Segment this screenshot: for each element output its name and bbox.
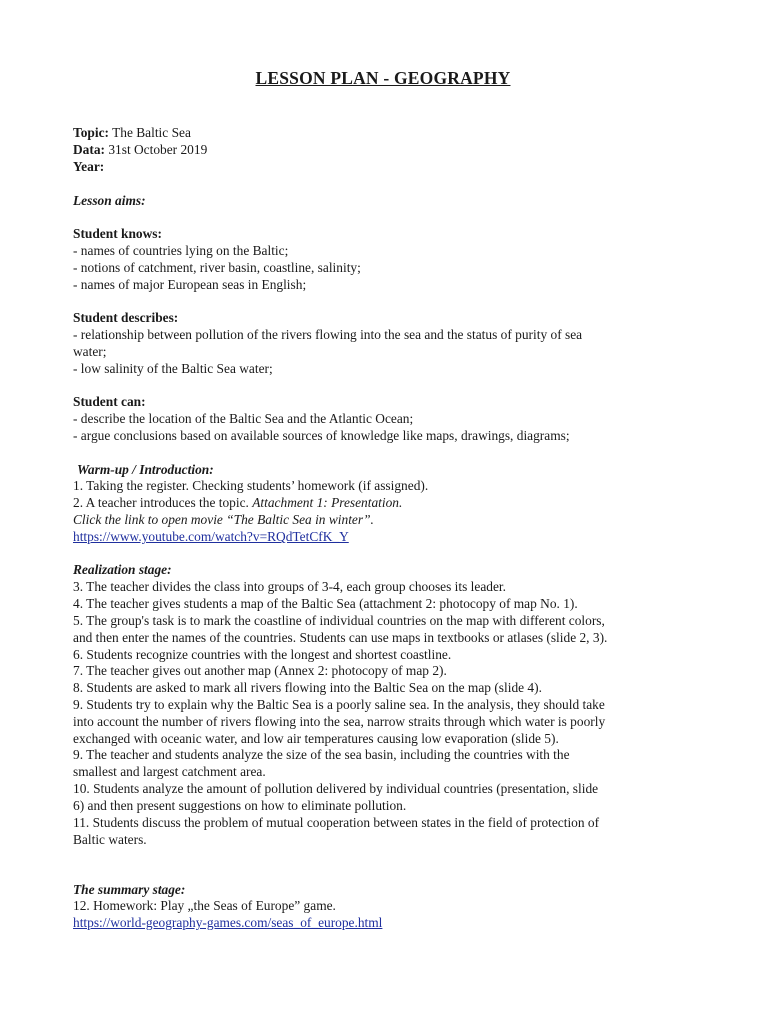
youtube-link[interactable]: https://www.youtube.com/watch?v=RQdTetCfK_Y <box>73 529 349 544</box>
lesson-aims-heading: Lesson aims: <box>73 193 146 208</box>
date-value: 31st October 2019 <box>108 142 208 157</box>
list-item: - describe the location of the Baltic Sea and the Atlantic Ocean; <box>73 411 414 426</box>
page-title: LESSON PLAN - GEOGRAPHY <box>255 68 511 88</box>
realization-line: 8. Students are asked to mark all rivers flowing into the Baltic Sea on the map (slide 4). <box>73 680 542 695</box>
realization-line: 7. The teacher gives out another map (Annex 2: photocopy of map 2). <box>73 663 447 678</box>
homework-item: 12. Homework: Play „the Seas of Europe” game. <box>73 898 336 913</box>
topic-value: The Baltic Sea <box>112 125 191 140</box>
date-line <box>73 141 207 158</box>
warmup-heading: Warm-up / Introduction: <box>77 462 214 477</box>
realization-line: 5. The group's task is to mark the coastline of individual countries on the map with different colors, <box>73 613 605 628</box>
warmup-item-2-text: 2. A teacher introduces the topic. <box>73 495 253 510</box>
summary-heading: The summary stage: <box>73 882 186 897</box>
topic-line <box>73 124 191 141</box>
list-item: water; <box>73 344 107 359</box>
realization-line: smallest and largest catchment area. <box>73 764 266 779</box>
describes-heading: Student describes: <box>73 310 179 325</box>
list-item: - notions of catchment, river basin, coastline, salinity; <box>73 260 361 275</box>
attachment-reference: Attachment 1: Presentation. <box>252 495 403 510</box>
realization-line: Baltic waters. <box>73 832 147 847</box>
realization-line: into account the number of rivers flowing into the sea, narrow straits through which water is poorly <box>73 714 606 729</box>
realization-line: exchanged with oceanic water, and low air temperatures causing low evaporation (slide 5). <box>73 731 559 746</box>
realization-line: 10. Students analyze the amount of pollution delivered by individual countries (presentation, slide <box>73 781 599 796</box>
youtube-link-line <box>73 528 349 545</box>
realization-line: 6. Students recognize countries with the longest and shortest coastline. <box>73 647 452 662</box>
realization-heading: Realization stage: <box>73 562 172 577</box>
warmup-item-2 <box>73 494 402 511</box>
realization-line: 3. The teacher divides the class into groups of 3-4, each group chooses its leader. <box>73 579 506 594</box>
knows-heading: Student knows: <box>73 226 162 241</box>
list-item: - names of major European seas in English; <box>73 277 307 292</box>
realization-line: 9. The teacher and students analyze the size of the sea basin, including the countries with the <box>73 747 570 762</box>
list-item: - names of countries lying on the Baltic; <box>73 243 289 258</box>
can-heading: Student can: <box>73 394 146 409</box>
realization-line: 4. The teacher gives students a map of the Baltic Sea (attachment 2: photocopy of map No. 1). <box>73 596 578 611</box>
realization-line: 11. Students discuss the problem of mutual cooperation between states in the field of protection of <box>73 815 600 830</box>
realization-line: 9. Students try to explain why the Baltic Sea is a poorly saline sea. In the analysis, they should take <box>73 697 605 712</box>
realization-line: and then enter the names of the countries. Students can use maps in textbooks or atlases (slide 2, 3). <box>73 630 608 645</box>
geography-games-link[interactable]: https://world-geography-games.com/seas_of_europe.html <box>73 915 383 930</box>
games-link-line <box>73 914 382 931</box>
list-item: - relationship between pollution of the rivers flowing into the sea and the status of purity of sea <box>73 327 583 342</box>
year-label: Year: <box>73 159 105 174</box>
topic-label: Topic: <box>73 125 109 140</box>
warmup-item-1: 1. Taking the register. Checking students’ homework (if assigned). <box>73 478 429 493</box>
date-label: Data: <box>73 142 105 157</box>
realization-line: 6) and then present suggestions on how to eliminate pollution. <box>73 798 407 813</box>
list-item: - argue conclusions based on available sources of knowledge like maps, drawings, diagrams; <box>73 428 570 443</box>
list-item: - low salinity of the Baltic Sea water; <box>73 361 273 376</box>
movie-instruction: Click the link to open movie “The Baltic Sea in winter”. <box>73 512 374 527</box>
